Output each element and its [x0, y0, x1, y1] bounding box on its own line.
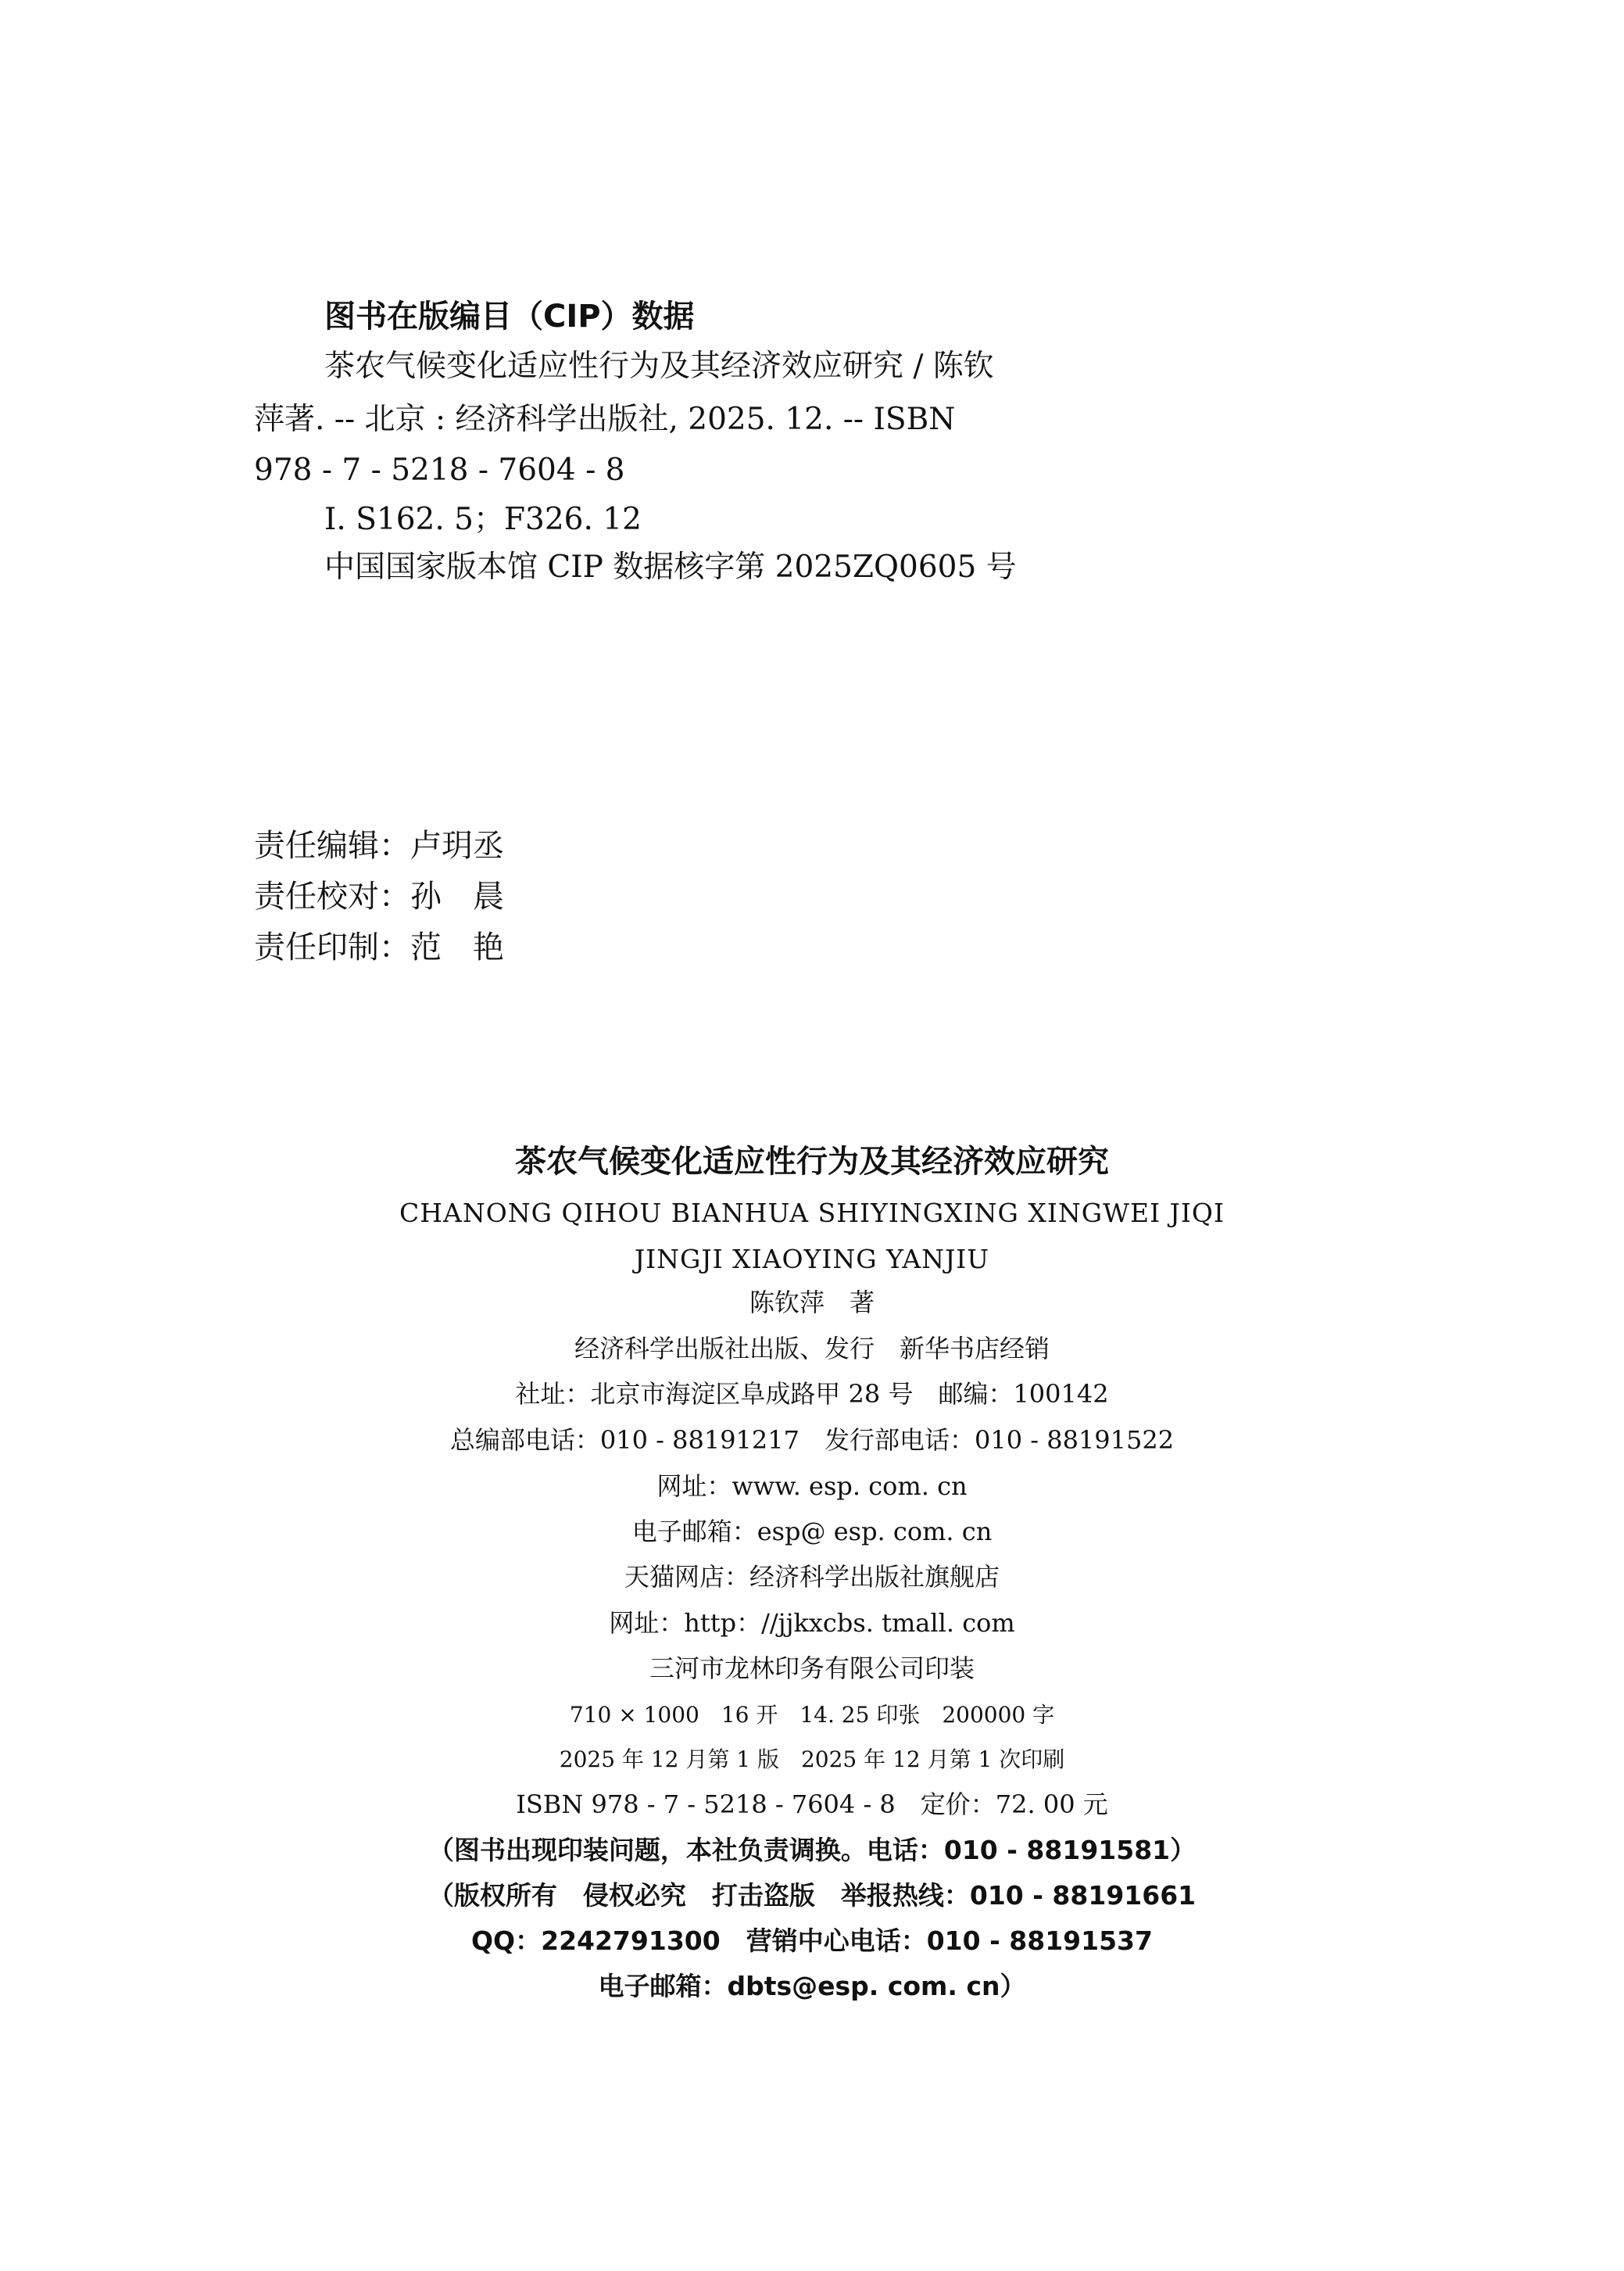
edition-line: 2025 年 12 月第 1 版 2025 年 12 月第 1 次印刷: [559, 1746, 1065, 1772]
responsible-proofreader: 责任校对：孙 晨: [254, 879, 504, 915]
publisher-phones: 总编部电话：010 - 88191217 发行部电话：010 - 88191522: [449, 1425, 1175, 1455]
responsible-editor: 责任编辑：卢玥丞: [254, 828, 504, 864]
cip-line-record-number: 中国国家版本馆 CIP 数据核字第 2025ZQ0605 号: [324, 550, 1017, 585]
book-title-pinyin-1: CHANONG QIHOU BIANHUA SHIYINGXING XINGWEI JIQI: [399, 1198, 1225, 1228]
cip-line-title-author: 茶农气候变化适应性行为及其经济效应研究 / 陈钦: [324, 349, 994, 384]
contact-qq: QQ：2242791300 营销中心电话：010 - 88191537: [471, 1925, 1153, 1956]
printer-line: 三河市龙林印务有限公司印装: [649, 1653, 975, 1683]
book-author: 陈钦萍 著: [749, 1288, 875, 1317]
book-specs: 710 × 1000 16 开 14. 25 印张 200000 字: [569, 1702, 1055, 1728]
cip-line-isbn: 978 - 7 - 5218 - 7604 - 8: [254, 453, 625, 488]
cip-heading: 图书在版编目（CIP）数据: [324, 299, 695, 335]
responsible-printing: 责任印制：范 艳: [254, 930, 504, 965]
book-title-pinyin-2: JINGJI XIAOYING YANJIU: [634, 1244, 990, 1274]
publisher-website: 网址：www. esp. com. cn: [656, 1471, 968, 1501]
misprint-notice: （图书出现印装问题，本社负责调换。电话：010 - 88191581）: [427, 1835, 1197, 1865]
copyright-notice: （版权所有 侵权必究 打击盗版 举报热线：010 - 88191661: [427, 1880, 1197, 1911]
book-title: 茶农气候变化适应性行为及其经济效应研究: [515, 1144, 1109, 1180]
publisher-address: 社址：北京市海淀区阜成路甲 28 号 邮编：100142: [515, 1379, 1109, 1409]
tmall-store-url: 网址：http：//jjkxcbs. tmall. com: [609, 1608, 1015, 1638]
contact-email: 电子邮箱：dbts@esp. com. cn）: [598, 1971, 1026, 2001]
cip-line-publisher: 萍著. -- 北京 : 经济科学出版社, 2025. 12. -- ISBN: [254, 402, 956, 437]
tmall-store: 天猫网店：经济科学出版社旗舰店: [624, 1562, 1000, 1592]
isbn-price: ISBN 978 - 7 - 5218 - 7604 - 8 定价：72. 00 元: [516, 1789, 1108, 1819]
publisher-line: 经济科学出版社出版、发行 新华书店经销: [574, 1334, 1050, 1363]
publisher-email: 电子邮箱：esp@ esp. com. cn: [631, 1517, 993, 1546]
cip-line-classification: Ⅰ. S162. 5；F326. 12: [324, 502, 642, 537]
